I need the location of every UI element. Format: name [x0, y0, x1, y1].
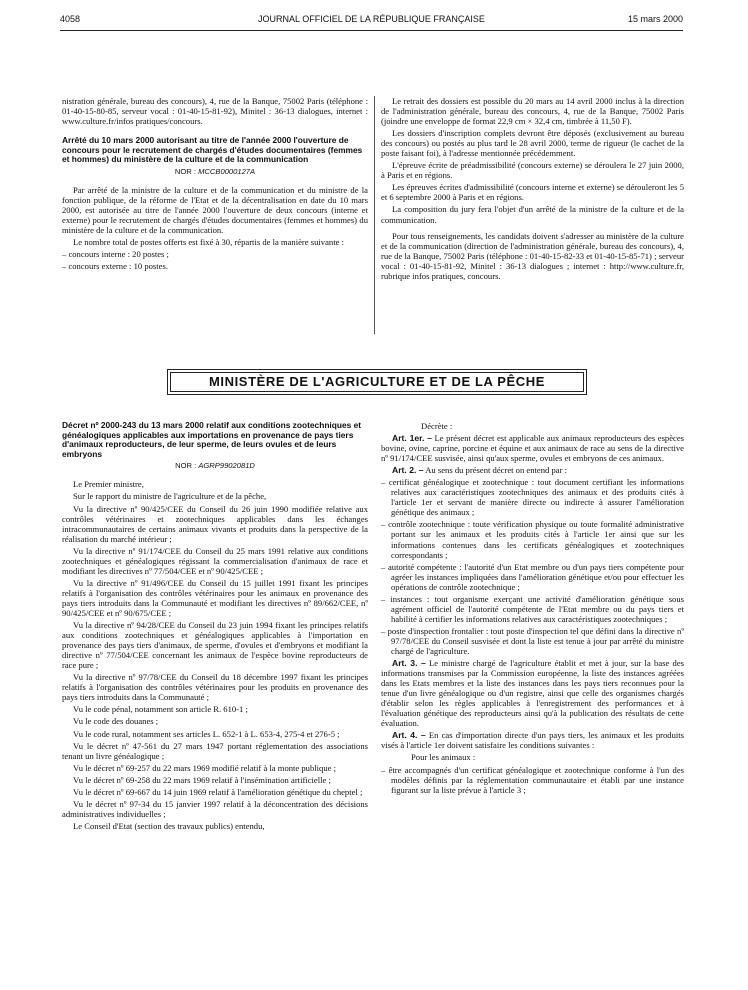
nor-reference [62, 461, 368, 471]
arrete-paragraph: Par arrêté de la ministre de la culture et de la communication et du ministre de la fonction publique, de la réforme de l'Etat et de la décentralisation en date du 10 mars 2000, est autorisée au titre de l'année 2000 l'ouverture de deux concours (interne et externe) pour le recrutement de chargés d'études documentaires (femmes et hommes) du ministère de la culture et de la communication. [62, 184, 368, 236]
nor-label: NOR : [175, 461, 197, 471]
header-rule [60, 30, 683, 31]
decrete-line: Décrète : [421, 421, 453, 431]
visas-list [62, 479, 368, 831]
ministry-banner [167, 369, 587, 395]
conditions-list [381, 765, 684, 795]
top-left-column [62, 96, 368, 273]
arrete-title: Arrêté du 10 mars 2000 autorisant au titre de l'année 2000 l'ouverture de concours pour le recrutement de chargés d'études documentaires (femmes et hommes) du ministère de la culture et de la communication [62, 135, 363, 165]
visa-line: Vu le code rural, notamment ses articles L. 652-1 à L. 653-4, 275-4 et 276-5 ; [73, 728, 340, 739]
article-4 [381, 730, 684, 750]
postes-list [62, 249, 368, 271]
issue-date: 15 mars 2000 [627, 14, 683, 24]
paragraph: Le retrait des dossiers est possible du 20 mars au 14 avril 2000 inclus à la direction de l'administration générale, bureau des concours, 4, rue de la Banque, 75002 Paris (joindre une enveloppe de format 22,9 cm × 32,4 cm, timbrée à 11,50 F). [381, 96, 684, 127]
list-item: – concours externe : 10 postes. [62, 261, 168, 272]
visa-line: Vu le décret nº 97-34 du 15 janvier 1997 relatif à la déconcentration des décisions administratives individuelles ; [62, 798, 368, 819]
paragraph: Pour tous renseignements, les candidats doivent s'adresser au ministère de la culture et de la communication (direction de l'administration générale, bureau des concours), 4, rue de la Banque, 75002 Paris (téléphone : 01-40-15-82-33 et 01-40-15-85-71) ; serveur vocal : 01-40-15-81-92, Minitel : 36-13 dialogues ; internet : http://www.culture.fr, rubrique infos pratiques, concours. [381, 230, 684, 281]
article-text: Le ministre chargé de l'agriculture établit et met à jour, sur la base des informations transmises par la Commission européenne, la liste des instances agréées dans les Etats membres et la liste des instances dans les pays tiers reconnues pour la tenue d'un livre généalogique ou d'un registre, ainsi que celle des organismes chargés d'établir selon les règles applicables à l'enregistrement des performances et à l'évaluation génétique des reproducteurs ainsi qu'à la publication des résultats de cette évaluation. [381, 658, 684, 729]
ministry-banner-text: MINISTÈRE DE L'AGRICULTURE ET DE LA PÊCHE [170, 372, 584, 392]
visa-line: Vu le décret nº 47-561 du 27 mars 1947 portant réglementation des associations tenant un livre généalogique ; [62, 740, 368, 761]
nor-label: NOR : [174, 166, 196, 176]
column-divider [374, 96, 375, 334]
list-item: – concours interne : 20 postes ; [62, 249, 169, 260]
article-label: Art. 4. – [392, 730, 426, 741]
nor-code: AGRP9902081D [198, 461, 255, 471]
list-item: – autorité compétente : l'autorité d'un Etat membre ou d'un pays tiers compétente pour agréer les instances impliquées dans l'amélioration génétique et/ou pour effectuer les opérations de contrôle zootechnique ; [381, 561, 684, 592]
visa-line: Vu le code pénal, notamment son article R. 610-1 ; [73, 704, 248, 715]
paragraph: La composition du jury fera l'objet d'un arrêté de la ministre de la culture et de la communication. [381, 204, 684, 225]
article-2 [381, 465, 684, 475]
article-label: Art. 3. – [392, 658, 426, 669]
definitions-list [381, 477, 684, 656]
visa-line: Vu le décret nº 69-258 du 22 mars 1969 relatif à l'insémination artificielle ; [73, 774, 331, 785]
visa-line: Vu le décret nº 69-257 du 22 mars 1969 modifié relatif à la monte publique ; [73, 762, 336, 773]
article-text: Le présent décret est applicable aux animaux reproducteurs des espèces bovine, ovine, caprine, porcine et équine et aux animaux de race au sens de la directive nº 91/174/CEE susvisée, ainsi qu'aux sperme, ovules et embryons de ces animaux. [381, 433, 684, 464]
visa-line: Vu la directive nº 91/174/CEE du Conseil du 25 mars 1991 relative aux conditions zootechniques et généalogiques régissant la commercialisation d'animaux de race et modifiant les directives nº 77/504/CEE et nº 90/425/CEE ; [62, 545, 368, 576]
visa-line: Vu le code des douanes ; [73, 716, 159, 727]
page-header [60, 14, 683, 28]
bottom-right-column [381, 421, 684, 797]
paragraph: Les dossiers d'inscription complets devront être déposés (exclusivement au bureau des concours) ou postés au plus tard le 28 avril 2000, terme de rigueur (le cachet de la poste faisant foi), à l'adresse mentionnée précédemment. [381, 128, 684, 159]
paragraph: Les épreuves écrites d'admissibilité (concours interne et externe) se dérouleront les 5 et 6 septembre 2000 à Paris et en régions. [381, 182, 684, 203]
article-text: Au sens du présent décret on entend par : [425, 465, 567, 476]
nor-reference [62, 167, 368, 177]
journal-title: JOURNAL OFFICIEL DE LA RÉPUBLIQUE FRANÇAISE [258, 14, 485, 24]
top-right-column [381, 96, 684, 283]
visa-line: Vu le décret nº 69-667 du 14 juin 1969 relatif à l'amélioration génétique du cheptel ; [73, 786, 363, 797]
arrete-paragraph: Le nombre total de postes offerts est fixé à 30, répartis de la manière suivante : [73, 237, 344, 248]
nor-code: MCCB0000127A [198, 166, 256, 176]
list-item: – instances : tout organisme exerçant une activité d'amélioration génétique sous agrément officiel de l'autorité compétente de l'Etat membre ou du pays tiers et habilité à certifier les informations relatives aux caractéristiques zootechniques ; [381, 593, 684, 624]
visa-line: Le Premier ministre, [73, 479, 144, 490]
visa-line: Vu la directive nº 90/425/CEE du Conseil du 26 juin 1990 modifiée relative aux contrôles vétérinaires et zootechniques applicables dans les échanges intracommunautaires de certains animaux vivants et produits dans la perspective de la réalisation du marché intérieur ; [62, 503, 368, 544]
list-item: – contrôle zootechnique : toute vérification physique ou toute formalité administrative portant sur les animaux et les produits cités à l'article 1er ainsi que sur les informations contenues dans les certificats généalogiques et zootechniques correspondants ; [381, 519, 684, 560]
list-item: – être accompagnés d'un certificat généalogique et zootechnique conforme à l'un des modèles définis par la réglementation communautaire et établi par une instance figurant sur la liste prévue à l'article 3 ; [381, 764, 684, 795]
visa-line: Vu la directive nº 94/28/CEE du Conseil du 23 juin 1994 fixant les principes relatifs aux conditions zootechniques et généalogiques applicables à l'importation en provenance des pays tiers d'animaux, de sperme, d'ovules et d'embryons et modifiant la directive nº 77/504/CEE concernant les animaux de l'espèce bovine reproducteurs de race pure ; [62, 620, 368, 671]
continued-paragraph: nistration générale, bureau des concours), 4, rue de la Banque, 75002 Paris (téléphone : 01-40-15-80-85, serveur vocal : 01-40-15-81-92), Minitel : 36-13 dialogues, internet : www.culture.fr/infos pratiques/concours. [62, 96, 368, 127]
decret-title: Décret nº 2000-243 du 13 mars 2000 relatif aux conditions zootechniques et généalogiques applicables aux importations en provenance de pays tiers d'animaux reproducteurs, de leur sperme, de leurs ovules et de leurs embryons [62, 420, 362, 459]
list-item: – certificat généalogique et zootechnique : tout document certifiant les informations relatives aux caractéristiques zootechniques des animaux et des produits cités à l'article 1er et servant de manière directe ou indirecte à assurer l'amélioration génétique des animaux ; [381, 477, 684, 518]
article-3 [381, 658, 684, 728]
visa-line: Le Conseil d'Etat (section des travaux publics) entendu, [73, 820, 265, 831]
article-label: Art. 1er. – [392, 433, 432, 444]
article-label: Art. 2. – [392, 465, 424, 476]
pour-les-animaux: Pour les animaux : [411, 752, 476, 763]
visa-line: Vu la directive nº 91/496/CEE du Conseil du 15 juillet 1991 fixant les principes relatifs à l'organisation des contrôles vétérinaires pour les animaux en provenance des pays tiers introduits dans la Communauté et modifiant les directives nº 89/662/CEE, nº 90/425/CEE et nº 90/675/CEE ; [62, 577, 368, 618]
list-item: – poste d'inspection frontalier : tout poste d'inspection tel que défini dans la directive nº 97/78/CEE du Conseil susvisée et dont la liste est tenue à jour par arrêté du ministre chargé de l'agriculture. [381, 625, 684, 656]
article-1 [381, 433, 684, 463]
article-text: En cas d'importation directe d'un pays tiers, les animaux et les produits visés à l'article 1er doivent satisfaire les conditions suivantes : [381, 730, 684, 751]
page-number: 4058 [60, 14, 81, 24]
paragraph: L'épreuve écrite de préadmissibilité (concours externe) se déroulera le 27 juin 2000, à Paris et en régions. [381, 160, 684, 181]
visa-line: Vu la directive nº 97/78/CEE du Conseil du 18 décembre 1997 fixant les principes relatifs à l'organisation des contrôles vétérinaires pour les produits en provenance des pays tiers introduits dans la Communauté ; [62, 672, 368, 703]
bottom-left-column [62, 421, 368, 833]
visa-line: Sur le rapport du ministre de l'agriculture et de la pêche, [73, 491, 267, 502]
